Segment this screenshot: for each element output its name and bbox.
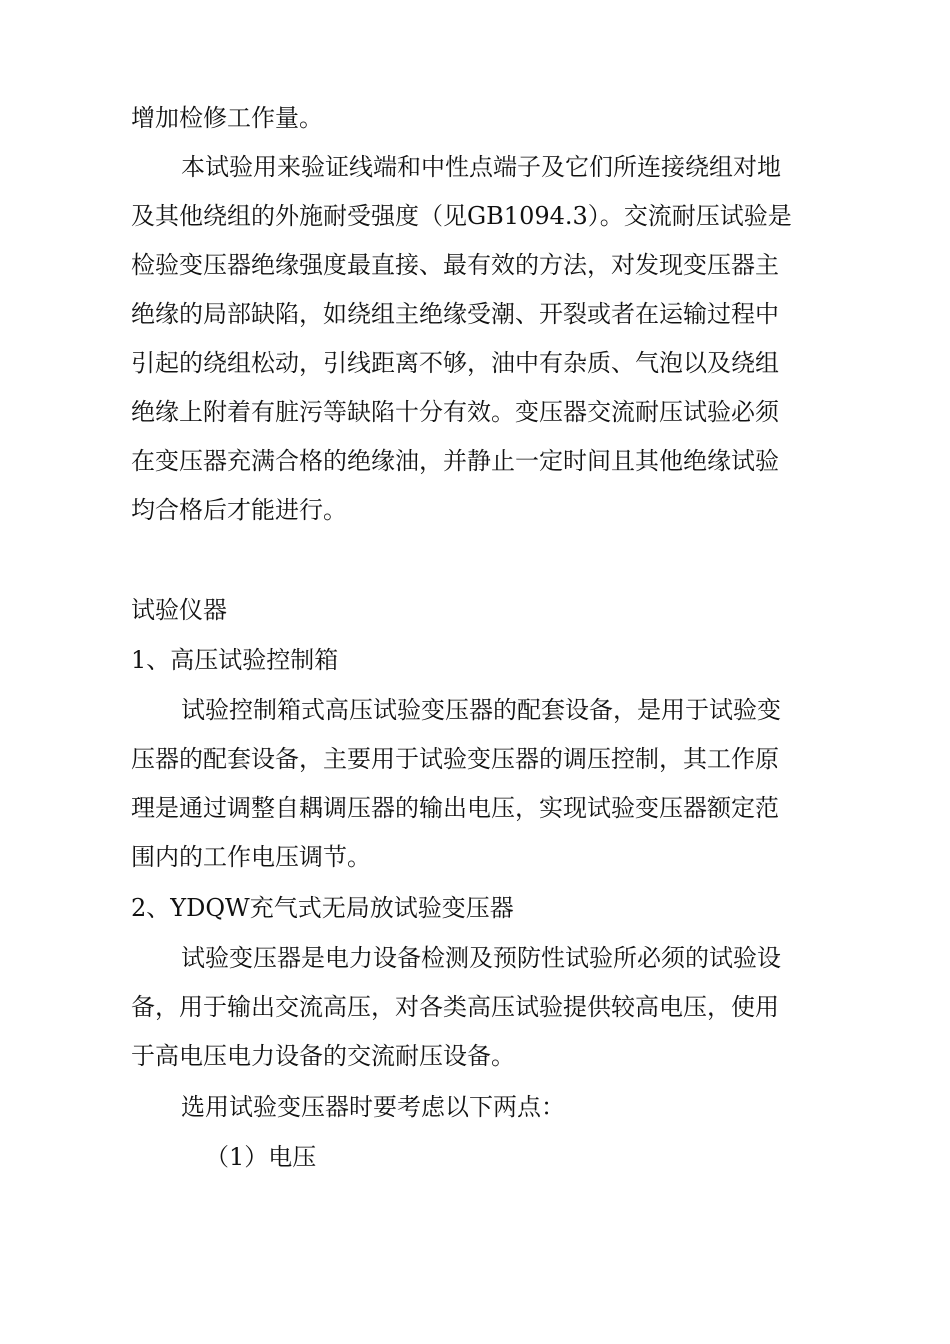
paragraph-line: 选用试验变压器时要考虑以下两点： [181, 1093, 565, 1121]
paragraph-line: 压器的配套设备，主要用于试验变压器的调压控制，其工作原 [131, 745, 779, 773]
paragraph-line: 均合格后才能进行。 [131, 496, 347, 524]
list-item: （1）电压 [205, 1143, 317, 1171]
paragraph-line: 围内的工作电压调节。 [131, 843, 371, 871]
paragraph-line: 检验变压器绝缘强度最直接、最有效的方法，对发现变压器主 [131, 251, 779, 279]
paragraph-line: 绝缘的局部缺陷，如绕组主绝缘受潮、开裂或者在运输过程中 [131, 300, 779, 328]
paragraph-line: 本试验用来验证线端和中性点端子及它们所连接绕组对地 [181, 153, 781, 181]
paragraph-line: 理是通过调整自耦调压器的输出电压，实现试验变压器额定范 [131, 794, 779, 822]
paragraph-line: 引起的绕组松动，引线距离不够，油中有杂质、气泡以及绕组 [131, 349, 779, 377]
subsection-heading: 2、YDQW充气式无局放试验变压器 [131, 894, 514, 922]
section-heading: 试验仪器 [131, 596, 227, 624]
subsection-heading: 1、高压试验控制箱 [131, 646, 339, 674]
paragraph-line: 在变压器充满合格的绝缘油，并静止一定时间且其他绝缘试验 [131, 447, 779, 475]
paragraph-line: 绝缘上附着有脏污等缺陷十分有效。变压器交流耐压试验必须 [131, 398, 779, 426]
paragraph-line: 于高电压电力设备的交流耐压设备。 [131, 1042, 515, 1070]
paragraph-line: 试验变压器是电力设备检测及预防性试验所必须的试验设 [181, 944, 781, 972]
paragraph-line: 备，用于输出交流高压，对各类高压试验提供较高电压，使用 [131, 993, 779, 1021]
paragraph-line: 试验控制箱式高压试验变压器的配套设备，是用于试验变 [181, 696, 781, 724]
paragraph-line: 增加检修工作量。 [131, 104, 323, 132]
paragraph-line: 及其他绕组的外施耐受强度（见GB1094.3）。交流耐压试验是 [131, 202, 792, 230]
